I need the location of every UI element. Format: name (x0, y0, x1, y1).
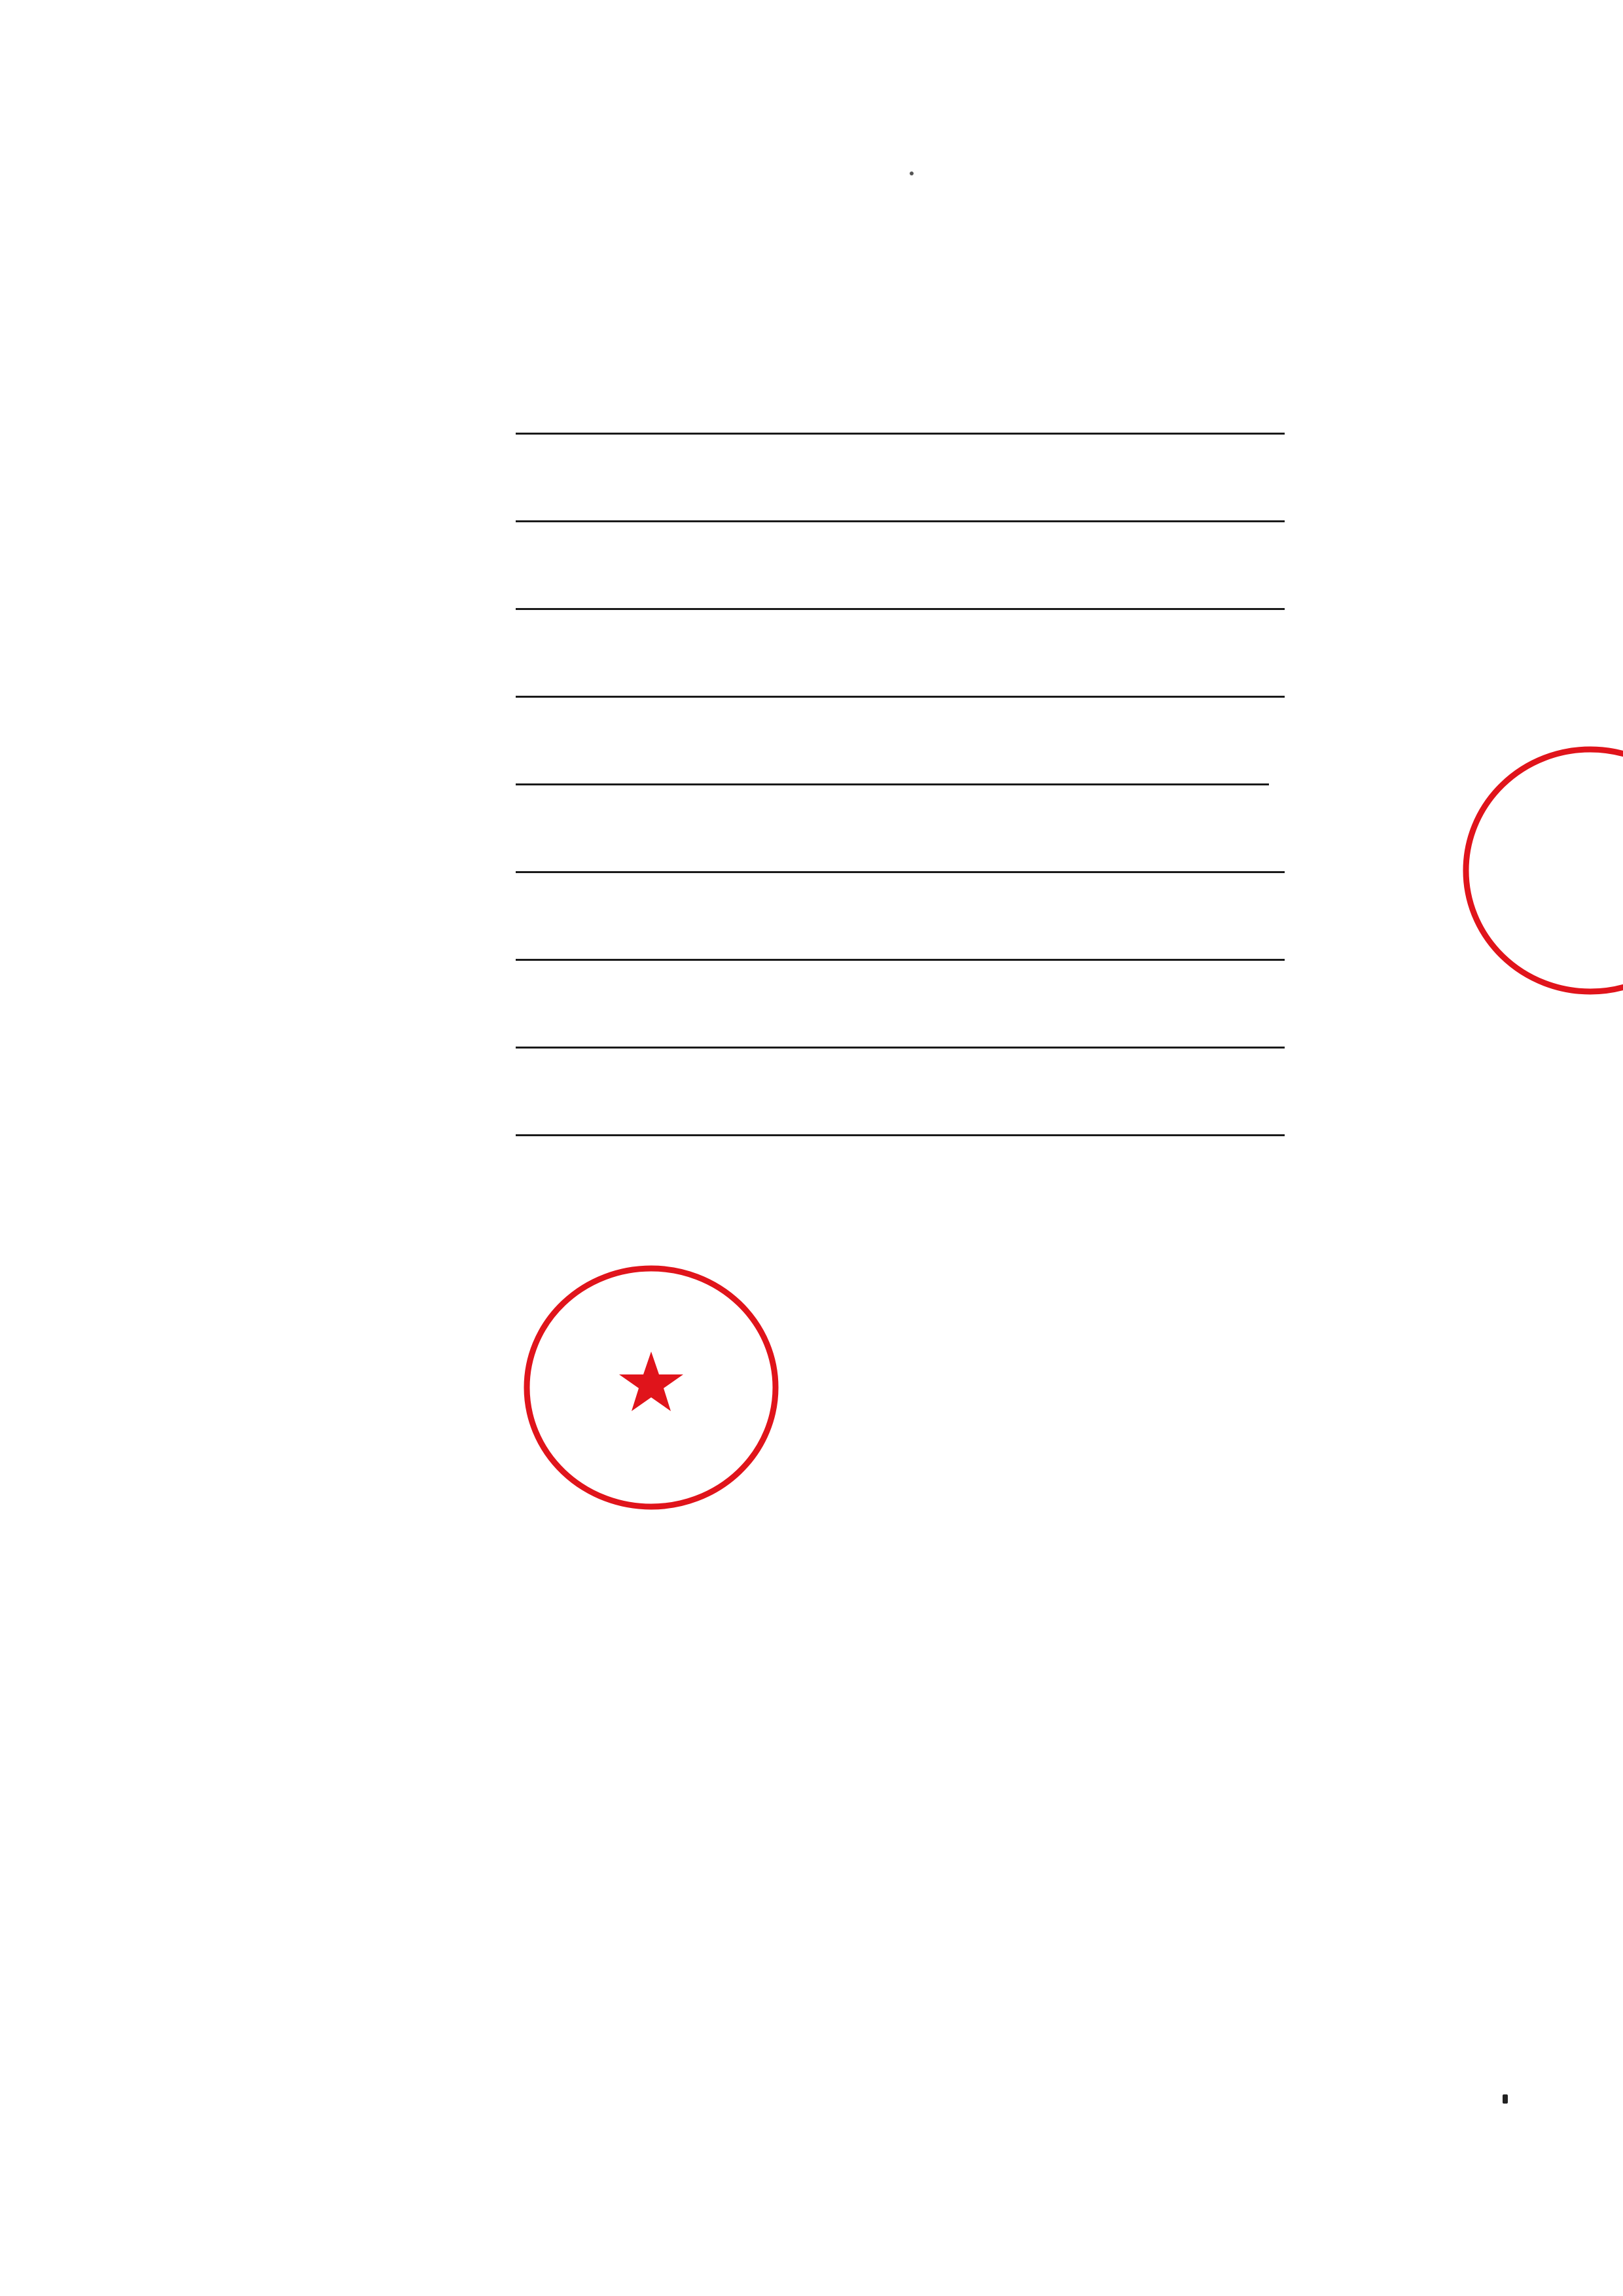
calculator-field (516, 880, 1285, 967)
test-location-field (516, 704, 1285, 792)
partial-edge-seal (1427, 740, 1623, 995)
approver-field (516, 1055, 1285, 1143)
test-location-label (306, 775, 516, 792)
test-nature-field (516, 441, 1285, 529)
report-cover-form (306, 353, 1301, 1143)
test-date-field (516, 617, 1285, 704)
test-item-underline (516, 433, 1285, 435)
test-item-field (516, 353, 1285, 441)
reviewer-underline (516, 1047, 1285, 1049)
client-field (516, 529, 1285, 617)
form-row-test-date (306, 617, 1301, 704)
client-label (306, 600, 516, 617)
form-row-reviewer (306, 967, 1301, 1055)
reviewer-field (516, 967, 1285, 1055)
testers-field (516, 792, 1285, 880)
testers-label (306, 863, 516, 880)
calculator-underline (516, 959, 1285, 961)
testers-underline (516, 871, 1285, 873)
test-nature-label (306, 512, 516, 529)
form-row-test-nature (306, 441, 1301, 529)
form-row-calculator (306, 880, 1301, 967)
seal-star-icon (619, 1352, 683, 1411)
official-seal (517, 1257, 785, 1518)
test-date-underline (516, 696, 1285, 698)
form-row-approver (306, 1055, 1301, 1143)
form-row-test-location (306, 704, 1301, 792)
approver-underline (516, 1134, 1285, 1136)
form-row-test-item (306, 353, 1301, 441)
test-location-underline (516, 783, 1269, 785)
form-row-client (306, 529, 1301, 617)
scan-speck (1503, 2094, 1508, 2104)
form-row-testers (306, 792, 1301, 880)
scan-speck (910, 171, 914, 175)
calculator-label (306, 950, 516, 967)
reviewer-label (306, 1038, 516, 1055)
test-nature-underline (516, 520, 1285, 522)
client-underline (516, 608, 1285, 610)
edge-seal-ring (1466, 749, 1623, 992)
test-item-label (306, 424, 516, 441)
approver-label (306, 1126, 516, 1143)
test-date-label (306, 687, 516, 704)
